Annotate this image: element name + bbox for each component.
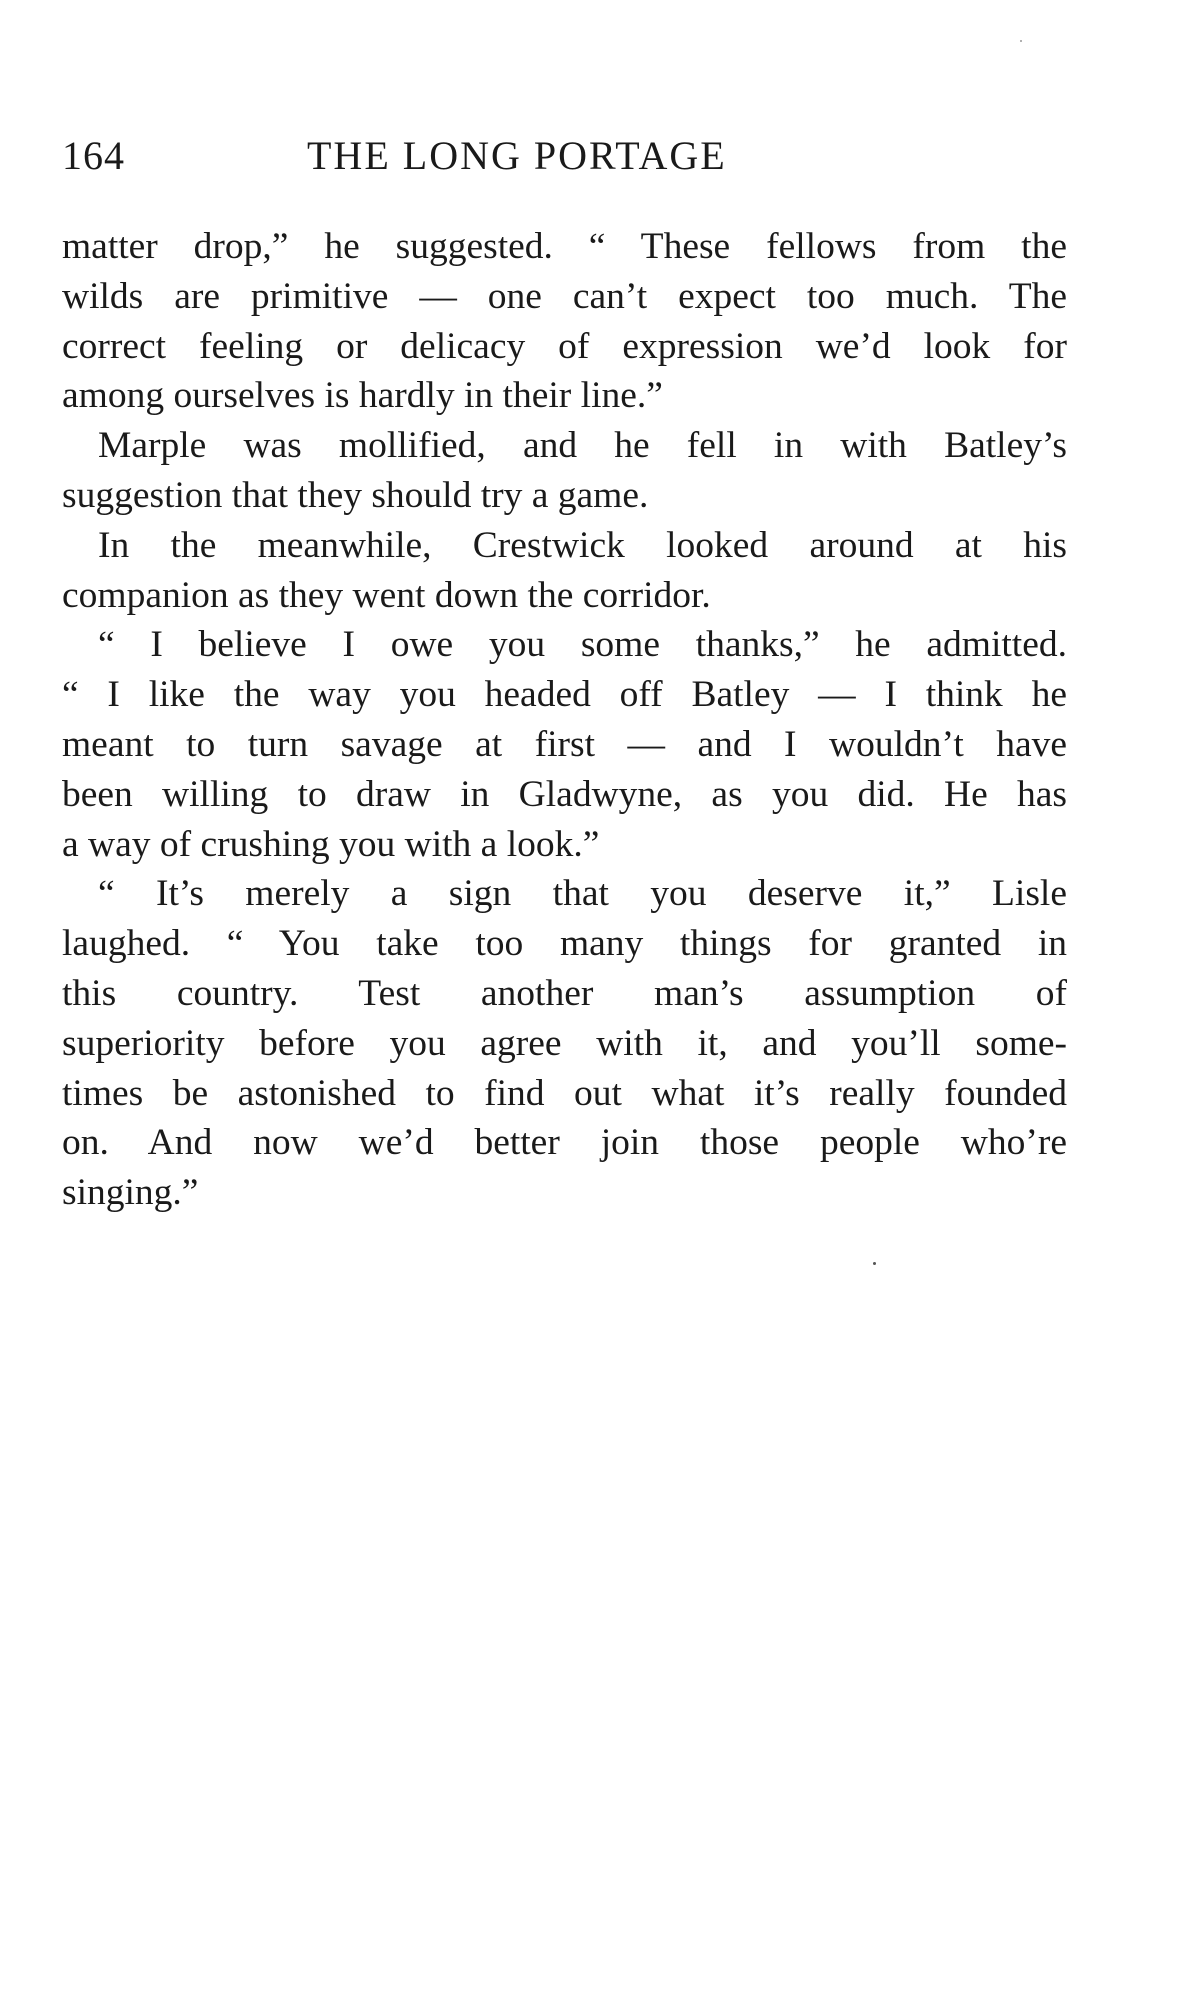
text-line: suggestion that they should try a game. [62,474,649,516]
running-title: THE LONG PORTAGE [307,133,727,178]
text-line: times be astonished to find out what it’s really founded [62,1072,1067,1114]
text-line: singing.” [62,1172,199,1214]
text-line: In the meanwhile, Crestwick looked around at his [98,524,1067,566]
paragraph [62,869,1067,1218]
print-speck [1020,40,1022,42]
text-line: among ourselves is hardly in their line.” [62,375,663,417]
text-line: “ I believe I owe you some thanks,” he admitted. [98,624,1067,666]
paragraph [62,421,1067,521]
text-line: superiority before you agree with it, and you’ll some- [62,1022,1067,1064]
page-header [62,132,1067,182]
text-line: Marple was mollified, and he fell in with Batley’s [98,425,1067,467]
print-speck [873,1262,876,1265]
text-line: this country. Test another man’s assumption of [62,972,1067,1014]
paragraph [62,620,1067,869]
text-line: on. And now we’d better join those people who’re [62,1122,1067,1164]
text-line: companion as they went down the corridor. [62,574,711,616]
text-line: correct feeling or delicacy of expression we’d look for [62,325,1067,367]
page-number: 164 [62,133,125,178]
text-line: laughed. “ You take too many things for granted in [62,923,1067,965]
text-line: meant to turn savage at first — and I wouldn’t have [62,723,1067,765]
body-text [62,222,1067,1218]
text-line: been willing to draw in Gladwyne, as you did. He has [62,773,1067,815]
text-line: matter drop,” he suggested. “ These fellows from the [62,226,1067,267]
text-line: “ I like the way you headed off Batley — I think he [62,674,1067,716]
text-line: “ It’s merely a sign that you deserve it,” Lisle [98,873,1067,915]
text-line: wilds are primitive — one can’t expect too much. The [62,275,1067,317]
paragraph [62,521,1067,621]
text-line: a way of crushing you with a look.” [62,823,600,865]
paragraph [62,222,1067,421]
